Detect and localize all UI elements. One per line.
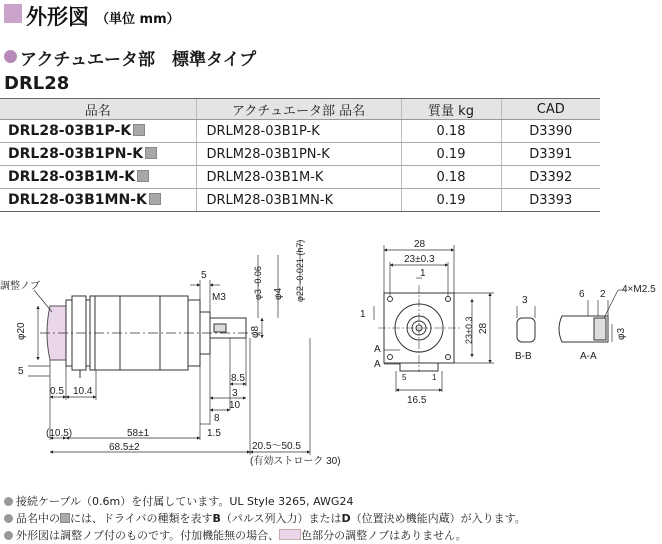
dim-0-5: 0.5 xyxy=(50,386,64,397)
model-title: DRL28 xyxy=(4,73,70,94)
knob-label: 調整ノブ xyxy=(0,281,40,292)
actuator-name: DRLM28-03B1M-K xyxy=(196,166,401,189)
aa-tap: 4×M2.5 xyxy=(622,284,656,295)
col-header-actuator: アクチュエータ部 品名 xyxy=(196,99,401,120)
note-text: には、ドライバの種類を表す xyxy=(70,512,213,525)
section-title: アクチュエータ部 標準タイプ xyxy=(20,50,257,70)
note-knob xyxy=(4,527,526,544)
dim-phi22: φ22 -0.021 (h7) xyxy=(295,239,305,302)
unit-label: （単位 mm） xyxy=(96,12,180,27)
mass-value: 0.18 xyxy=(401,166,501,189)
mass-value: 0.18 xyxy=(401,120,501,143)
page-title: 外形図 xyxy=(26,5,89,29)
aa-phi3: φ3 xyxy=(616,327,627,340)
actuator-name: DRLM28-03B1MN-K xyxy=(196,189,401,212)
dim-3: 3 xyxy=(232,388,238,399)
dim-8-5: 8.5 xyxy=(231,373,245,384)
front-view xyxy=(378,285,460,372)
cad-link[interactable]: D3392 xyxy=(501,166,600,189)
product-name: DRL28-03B1M-K xyxy=(8,169,136,185)
notes xyxy=(4,493,526,544)
cad-link[interactable]: D3391 xyxy=(501,143,600,166)
dim-10-4: 10.4 xyxy=(73,386,93,397)
dim-1-5: 1.5 xyxy=(207,428,221,439)
dim-5-top: 5 xyxy=(201,270,207,281)
cad-link[interactable]: D3390 xyxy=(501,120,600,143)
actuator-name: DRLM28-03B1P-K xyxy=(196,120,401,143)
front-dim-1-left: 1 xyxy=(360,309,366,320)
section-label-a1: A xyxy=(374,344,381,355)
pin-1-label: 1 xyxy=(432,373,437,382)
dim-phi3: φ3 -0.06 xyxy=(253,266,263,300)
dim-5-left: 5 xyxy=(18,366,24,377)
aa-dim-2: 2 xyxy=(600,289,606,300)
side-view xyxy=(40,296,262,378)
dim-stroke-note: (有効ストローク 30) xyxy=(250,456,341,467)
dim-stroke: 20.5～50.5 xyxy=(252,441,301,452)
product-name: DRL28-03B1P-K xyxy=(8,123,132,139)
dim-68-5: 68.5±2 xyxy=(109,442,140,453)
bb-dim-3: 3 xyxy=(522,295,528,306)
note-driver xyxy=(4,510,526,527)
dim-8: 8 xyxy=(214,413,220,424)
note-text: 色部分の調整ノブはありません。 xyxy=(301,529,467,542)
cad-link[interactable]: D3393 xyxy=(501,189,600,212)
placeholder-square-icon xyxy=(60,513,70,523)
note-cable xyxy=(4,493,526,510)
dim-58: 58±1 xyxy=(127,428,150,439)
front-dim-23-right: 23±0.3 xyxy=(464,316,474,344)
product-name: DRL28-03B1PN-K xyxy=(8,146,144,162)
dim-phi8: φ8 xyxy=(250,325,261,338)
front-dim-1-top: 1 xyxy=(420,268,426,279)
front-dim-28-right: 28 xyxy=(478,322,489,334)
aa-dim-6: 6 xyxy=(579,289,585,300)
bullet-icon xyxy=(4,531,13,540)
section-bb xyxy=(517,306,535,342)
product-name: DRL28-03B1MN-K xyxy=(8,192,147,208)
note-text: （位置決め機能内蔵）が入ります。 xyxy=(350,512,526,525)
note-code-b: B xyxy=(212,512,221,525)
note-text: 接続ケーブル（0.6m）を付属しています。UL Style 3265, AWG24 xyxy=(16,495,354,508)
front-dim-23-top: 23±0.3 xyxy=(404,254,435,265)
note-text: 品名中の xyxy=(16,512,60,525)
aa-label: A-A xyxy=(580,351,597,362)
dim-10-5: (10.5) xyxy=(46,428,73,439)
actuator-name: DRLM28-03B1PN-K xyxy=(196,143,401,166)
mass-value: 0.19 xyxy=(401,143,501,166)
dim-m3: M3 xyxy=(212,292,226,303)
mass-value: 0.19 xyxy=(401,189,501,212)
note-text: 外形図は調整ノブ付のものです。付加機能無の場合、 xyxy=(16,529,280,542)
note-code-d: D xyxy=(341,512,351,525)
dim-phi20: φ20 xyxy=(16,322,27,340)
front-dim-16-5: 16.5 xyxy=(407,395,427,406)
note-text: （パルス列入力）または xyxy=(220,512,342,525)
col-header-name: 品名 xyxy=(0,99,196,120)
front-dim-28-top: 28 xyxy=(414,239,426,250)
section-label-a2: A xyxy=(374,359,381,370)
dim-10: 10 xyxy=(229,400,241,411)
bullet-icon xyxy=(4,514,13,523)
pin-5-label: 5 xyxy=(402,373,407,382)
col-header-mass: 質量 kg xyxy=(401,99,501,120)
dim-phi4: φ4 xyxy=(273,287,284,300)
bb-label: B-B xyxy=(515,351,532,362)
col-header-cad: CAD xyxy=(501,99,600,120)
color-swatch-icon xyxy=(279,529,301,540)
bullet-icon xyxy=(4,497,13,506)
